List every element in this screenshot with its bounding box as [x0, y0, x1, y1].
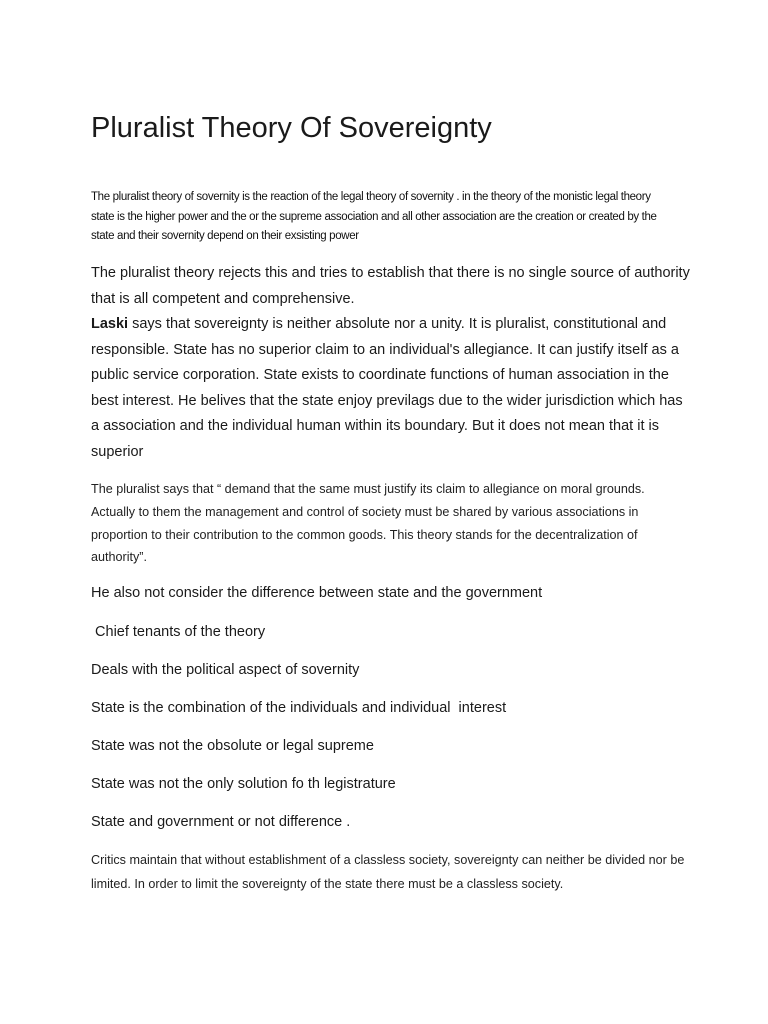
- page-title: Pluralist Theory Of Sovereignty: [91, 112, 492, 144]
- laski-name: Laski: [91, 316, 129, 332]
- tenant-item: State is the combination of the individuals and individual interest: [91, 700, 507, 716]
- rejection-paragraph: The pluralist theory rejects this and tries to establish that there is no single source of authority that is all competent and comprehensive.: [91, 265, 690, 307]
- tenant-item: State and government or not difference .: [91, 814, 351, 830]
- tenant-item: State was not the only solution fo th legistrature: [91, 776, 396, 792]
- difference-line: He also not consider the difference between state and the government: [91, 585, 543, 601]
- tenant-item: State was not the obsolute or legal supreme: [91, 738, 374, 754]
- laski-paragraph: [91, 312, 691, 465]
- tenants-heading: Chief tenants of the theory: [91, 624, 266, 640]
- pluralist-quote-paragraph: The pluralist says that “ demand that the same must justify its claim to allegiance on moral grounds. Actually to them the management and control of society must be shared by various associations in proportion to their contribution to the common goods. This theory stands for the decentralization of authority”.: [91, 482, 645, 565]
- critics-paragraph: Critics maintain that without establishment of a classless society, sovereignty can neither be divided nor be limited. In order to limit the sovereignty of the state there must be a classless society.: [91, 853, 685, 891]
- intro-paragraph: The pluralist theory of sovernity is the reaction of the legal theory of sovernity . in the theory of the monistic legal theory state is the higher power and the or the supreme association and all other association are the creation or created by the state and their sovernity depend on their exsisting power: [91, 191, 657, 242]
- laski-text: says that sovereignty is neither absolute nor a unity. It is pluralist, constitutional and responsible. State has no superior claim to an individual's allegiance. It can justify itself as a public service corporation. State exists to coordinate functions of human association in the best interest. He belives that the state enjoy previlags due to the wider jurisdiction which has a association and the individual human within its boundary. But it does not mean that it is superior: [91, 316, 683, 460]
- tenant-item: Deals with the political aspect of sovernity: [91, 662, 360, 678]
